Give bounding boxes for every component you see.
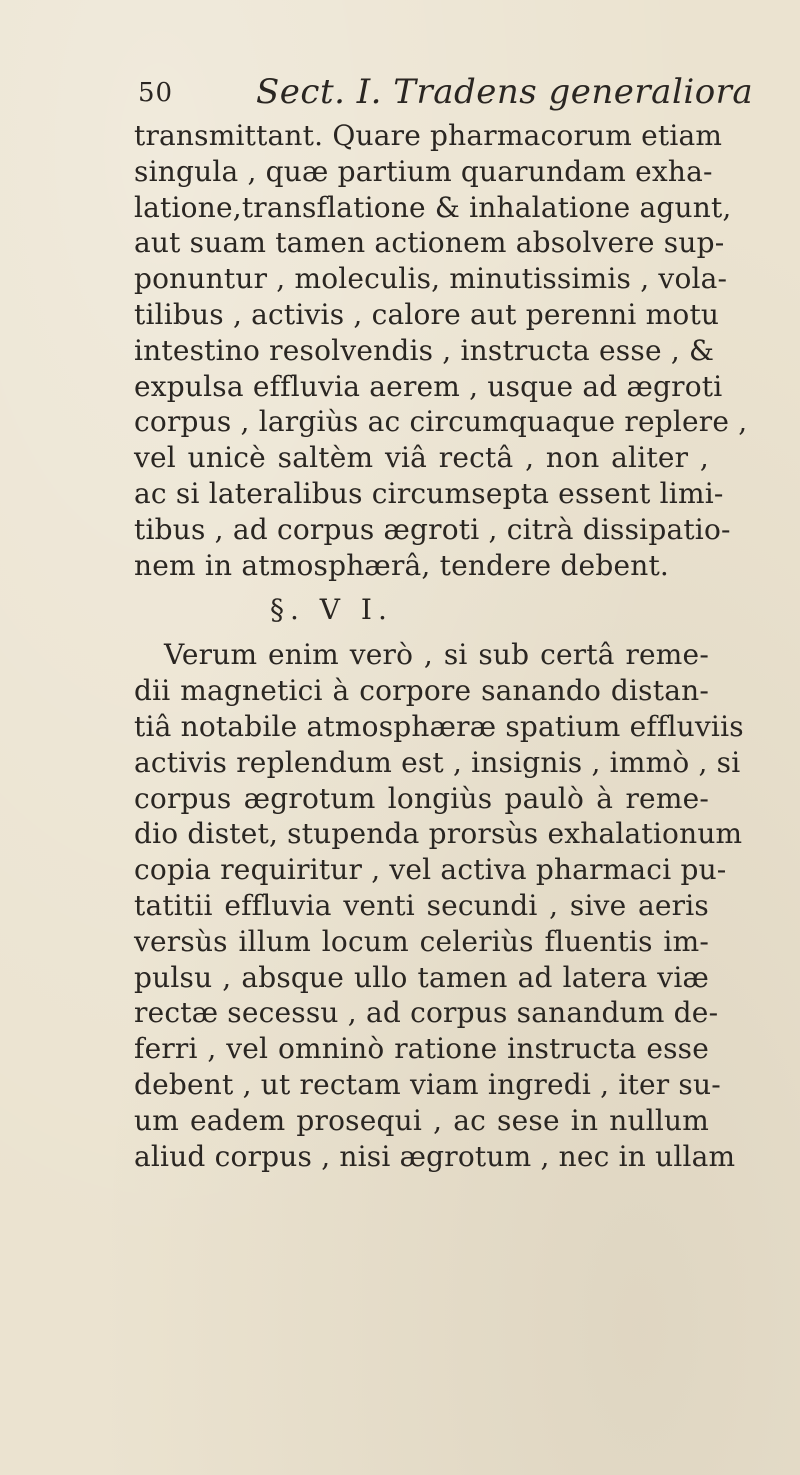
paragraph-2 [134,637,744,1174]
text-line: ac si lateralibus circumsepta essent limi- [134,476,724,510]
text-line: latione,transflatione & inhalatione agunt, [134,190,732,224]
text-line: corpus ægrotum longiùs paulò à reme- [134,781,709,815]
text-line: Verum enim verò , si sub certâ reme- [164,638,709,672]
text-line: rectæ secessu , ad corpus sanandum de- [134,996,719,1030]
text-line: vel unicè saltèm viâ rectâ , non aliter , [134,441,709,475]
text-line: debent , ut rectam viam ingredi , iter su- [134,1067,721,1101]
text-line: aut suam tamen actionem absolvere sup- [134,226,725,260]
text-line: dio distet, stupenda prorsùs exhalationum [134,817,743,851]
text-line: expulsa effluvia aerem , usque ad ægroti [134,369,723,403]
text-line: activis replendum est , insignis , immò , si [134,745,741,779]
section-heading: §. V I. [270,593,393,627]
text-line: nem in atmosphærâ, tendere debent. [134,548,669,582]
text-line: copia requiritur , vel activa pharmaci pu- [134,853,727,887]
text-line: tatitii effluvia venti secundi , sive aeris [134,888,709,922]
paragraph-1 [134,118,748,583]
text-line: um eadem prosequi , ac sese in nullum [134,1103,709,1137]
text-line: ponuntur , moleculis, minutissimis , vola- [134,262,728,296]
text-line: intestino resolvendis , instructa esse , & [134,333,715,367]
text-line: tiâ notabile atmosphæræ spatium effluviis [134,709,744,743]
body-text [134,118,748,1174]
text-line: ferri , vel omninò ratione instructa esse [134,1032,709,1066]
text-line: corpus , largiùs ac circumquaque replere , [134,405,748,439]
text-line: tilibus , activis , calore aut perenni motu [134,297,720,331]
text-line: dii magnetici à corpore sanando distan- [134,674,709,708]
text-line: aliud corpus , nisi ægrotum , nec in ullam [134,1139,736,1173]
running-title: Sect. I. Tradens generaliora [256,72,754,112]
page-number: 50 [138,78,174,108]
text-line: pulsu , absque ullo tamen ad latera viæ [134,960,709,994]
running-head [138,72,754,116]
text-line: transmittant. Quare pharmacorum etiam [134,119,723,152]
text-line: tibus , ad corpus ægroti , citrà dissipatio- [134,512,731,546]
text-line: versùs illum locum celeriùs fluentis im- [134,924,709,958]
text-line: singula , quæ partium quarundam exha- [134,154,713,188]
